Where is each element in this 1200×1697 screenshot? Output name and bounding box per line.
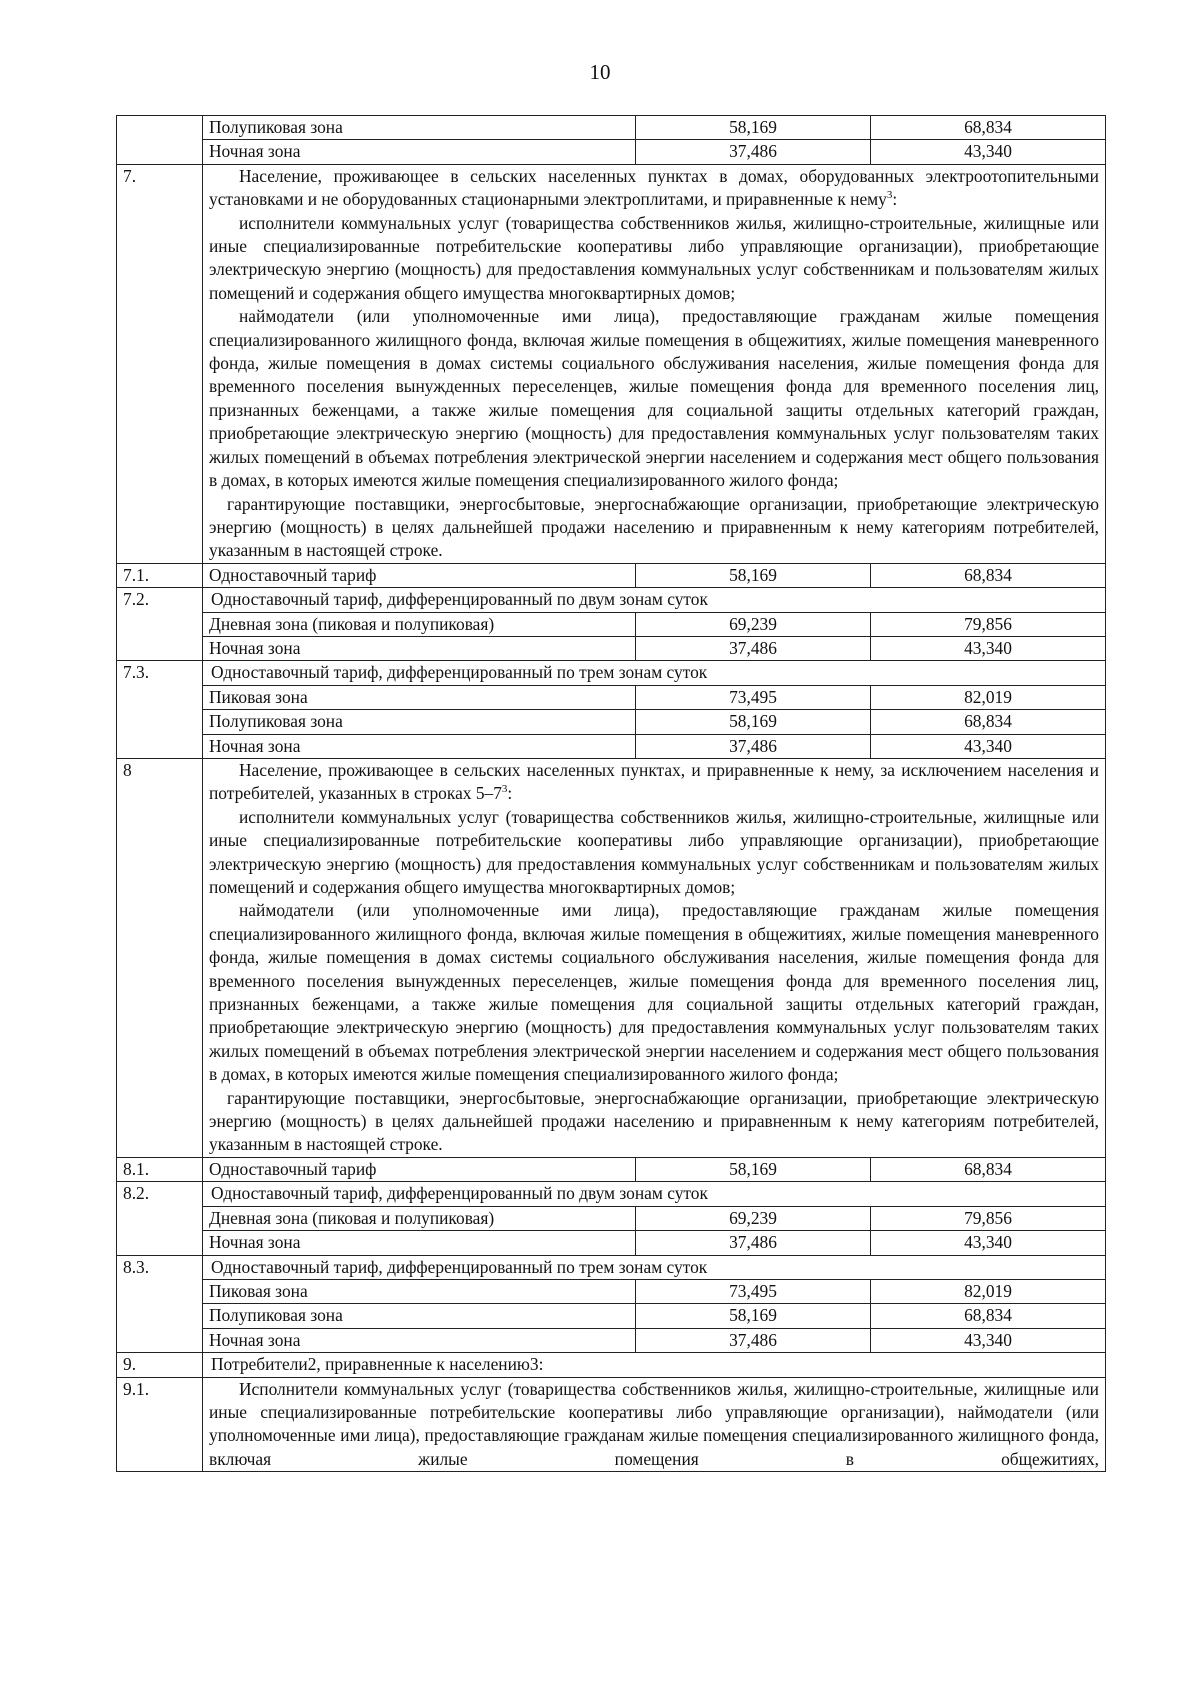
tariff-value-1: 37,486 [636,734,871,758]
tariff-value-1: 58,169 [636,116,871,140]
tariff-label: Одноставочный тариф, дифференцированный по трем зонам суток [203,1255,1106,1279]
row-number [117,116,203,165]
zone-label: Пиковая зона [203,1279,636,1303]
table-row [117,1206,1106,1230]
row-number: 7.1. [117,563,203,587]
tariff-value-2: 43,340 [871,140,1106,164]
table-row [117,1328,1106,1352]
section-description [203,758,1106,1157]
tariff-value-2: 43,340 [871,636,1106,660]
tariff-value-1: 73,495 [636,685,871,709]
tariff-value-1: 58,169 [636,1304,871,1328]
zone-label: Ночная зона [203,140,636,164]
tariff-value-2: 68,834 [871,1157,1106,1181]
table-row [117,1231,1106,1255]
tariff-value-1: 69,239 [636,1206,871,1230]
tariff-value-2: 43,340 [871,734,1106,758]
footnote-ref: 3 [501,783,508,796]
tariff-value-2: 79,856 [871,612,1106,636]
tariff-value-2: 68,834 [871,710,1106,734]
row-number: 8.2. [117,1182,203,1255]
paragraph-end: : [892,189,898,210]
tariff-label: Потребители2, приравненные к населению3: [203,1353,1106,1377]
table-row [117,116,1106,140]
tariff-value-2: 68,834 [871,563,1106,587]
table-row [117,1255,1106,1279]
tariff-value-2: 68,834 [871,116,1106,140]
section-9-1-description-row [117,1377,1106,1472]
tariff-value-2: 82,019 [871,1279,1106,1303]
paragraph: исполнители коммунальных услуг (товарищества собственников жилья, жилищно-строительные, жилищные или иные специализированные потребительские кооперативы либо управляющие организации), приобретающие электрическую энергию (мощность) для предоставления коммунальных услуг собственникам и пользователям жилых помещений и содержания общего имущества многоквартирных домов; [209,212,1099,303]
paragraph [209,165,1099,212]
tariff-value-2: 43,340 [871,1231,1106,1255]
paragraph [209,759,1099,806]
row-number: 8.1. [117,1157,203,1181]
tariff-label: Одноставочный тариф [203,1157,636,1181]
section-description [203,164,1106,563]
zone-label: Ночная зона [203,734,636,758]
table-row [117,1279,1106,1303]
zone-label: Пиковая зона [203,685,636,709]
paragraph-end: : [507,783,513,804]
row-number: 7.2. [117,588,203,661]
tariff-value-1: 37,486 [636,636,871,660]
paragraph: исполнители коммунальных услуг (товарищества собственников жилья, жилищно-строительные, жилищные или иные специализированные потребительские кооперативы либо управляющие организации), приобретающие электрическую энергию (мощность) для предоставления коммунальных услуг собственникам и пользователям жилых помещений и содержания общего имущества многоквартирных домов; [209,806,1099,897]
paragraph: Исполнители коммунальных услуг (товарищества собственников жилья, жилищно-строительные, жилищные или иные специализированные потребительские кооперативы либо управляющие организации), наймодатели (или уполномоченные ими лица), предоставляющие гражданам жилые помещения специализированного жилищного фонда, включая жилые помещения в общежитиях, [209,1378,1099,1469]
zone-label: Ночная зона [203,1328,636,1352]
tariff-label: Одноставочный тариф [203,563,636,587]
row-number: 9.1. [117,1377,203,1472]
paragraph: гарантирующие поставщики, энергосбытовые, энергоснабжающие организации, приобретающие электрическую энергию (мощность) в целях дальнейшей продажи населению и приравненным к нему категориям потребителей, указанным в настоящей строке. [209,493,1099,561]
tariff-value-2: 79,856 [871,1206,1106,1230]
row-number: 8.3. [117,1255,203,1353]
paragraph: наймодатели (или уполномоченные ими лица), предоставляющие гражданам жилые помещения специализированного жилищного фонда, включая жилые помещения в общежитиях, жилые помещения маневренного фонда, жилые помещения в домах системы социального обслуживания населения, жилые помещения фонда для временного поселения вынужденных переселенцев, жилые помещения фонда для временного поселения лиц, признанных беженцами, а также жилые помещения для социальной защиты отдельных категорий граждан, приобретающие электрическую энергию (мощность) для предоставления коммунальных услуг пользователям таких жилых помещений в объемах потребления электрической энергии населением и содержания мест общего пользования в домах, в которых имеются жилые помещения специализированного жилого фонда; [209,306,1099,491]
tariff-value-1: 58,169 [636,1157,871,1181]
tariff-value-1: 73,495 [636,1279,871,1303]
zone-label: Ночная зона [203,1231,636,1255]
table-row [117,1157,1106,1181]
tariff-value-1: 37,486 [636,1328,871,1352]
zone-label: Полупиковая зона [203,1304,636,1328]
table-row [117,636,1106,660]
row-number: 9. [117,1353,203,1377]
table-row [117,563,1106,587]
paragraph-text: Население, проживающее в сельских населенных пунктах в домах, оборудованных электроотопительными установками и не оборудованных стационарными электроплитами, и приравненные к нему [209,165,1099,210]
zone-label: Дневная зона (пиковая и полупиковая) [203,612,636,636]
table-row [117,685,1106,709]
paragraph: наймодатели (или уполномоченные ими лица), предоставляющие гражданам жилые помещения специализированного жилищного фонда, включая жилые помещения в общежитиях, жилые помещения маневренного фонда, жилые помещения в домах системы социального обслуживания населения, жилые помещения фонда для временного поселения вынужденных переселенцев, жилые помещения фонда для временного поселения лиц, признанных беженцами, а также жилые помещения для социальной защиты отдельных категорий граждан, приобретающие электрическую энергию (мощность) для предоставления коммунальных услуг пользователям таких жилых помещений в объемах потребления электрической энергии населением и содержания мест общего пользования в домах, в которых имеются жилые помещения специализированного жилого фонда; [209,900,1099,1085]
table-row [117,661,1106,685]
table-row [117,140,1106,164]
row-number: 7. [117,164,203,563]
table-row [117,1353,1106,1377]
tariff-value-1: 58,169 [636,710,871,734]
table-row [117,1304,1106,1328]
section-8-description-row [117,758,1106,1157]
tariff-label: Одноставочный тариф, дифференцированный по двум зонам суток [203,1182,1106,1206]
zone-label: Полупиковая зона [203,710,636,734]
section-description [203,1377,1106,1472]
tariff-value-2: 82,019 [871,685,1106,709]
table-row [117,588,1106,612]
tariff-label: Одноставочный тариф, дифференцированный по двум зонам суток [203,588,1106,612]
paragraph: гарантирующие поставщики, энергосбытовые, энергоснабжающие организации, приобретающие электрическую энергию (мощность) в целях дальнейшей продажи населению и приравненным к нему категориям потребителей, указанным в настоящей строке. [209,1087,1099,1155]
table-row [117,612,1106,636]
table-row [117,710,1106,734]
footnote-ref: 3 [886,189,893,202]
zone-label: Полупиковая зона [203,116,636,140]
tariff-value-1: 69,239 [636,612,871,636]
tariff-value-1: 58,169 [636,563,871,587]
page-number: 10 [589,60,611,84]
row-number: 8 [117,758,203,1157]
paragraph-text: Население, проживающее в сельских населенных пунктах, и приравненные к нему, за исключением населения и потребителей, указанных в строках 5–7 [209,759,1099,804]
zone-label: Дневная зона (пиковая и полупиковая) [203,1206,636,1230]
tariff-value-2: 68,834 [871,1304,1106,1328]
section-7-description-row [117,164,1106,563]
tariff-table [116,115,1106,1472]
table-row [117,734,1106,758]
zone-label: Ночная зона [203,636,636,660]
row-number: 7.3. [117,661,203,759]
tariff-value-1: 37,486 [636,140,871,164]
tariff-value-1: 37,486 [636,1231,871,1255]
table-row [117,1182,1106,1206]
tariff-label: Одноставочный тариф, дифференцированный по трем зонам суток [203,661,1106,685]
tariff-value-2: 43,340 [871,1328,1106,1352]
